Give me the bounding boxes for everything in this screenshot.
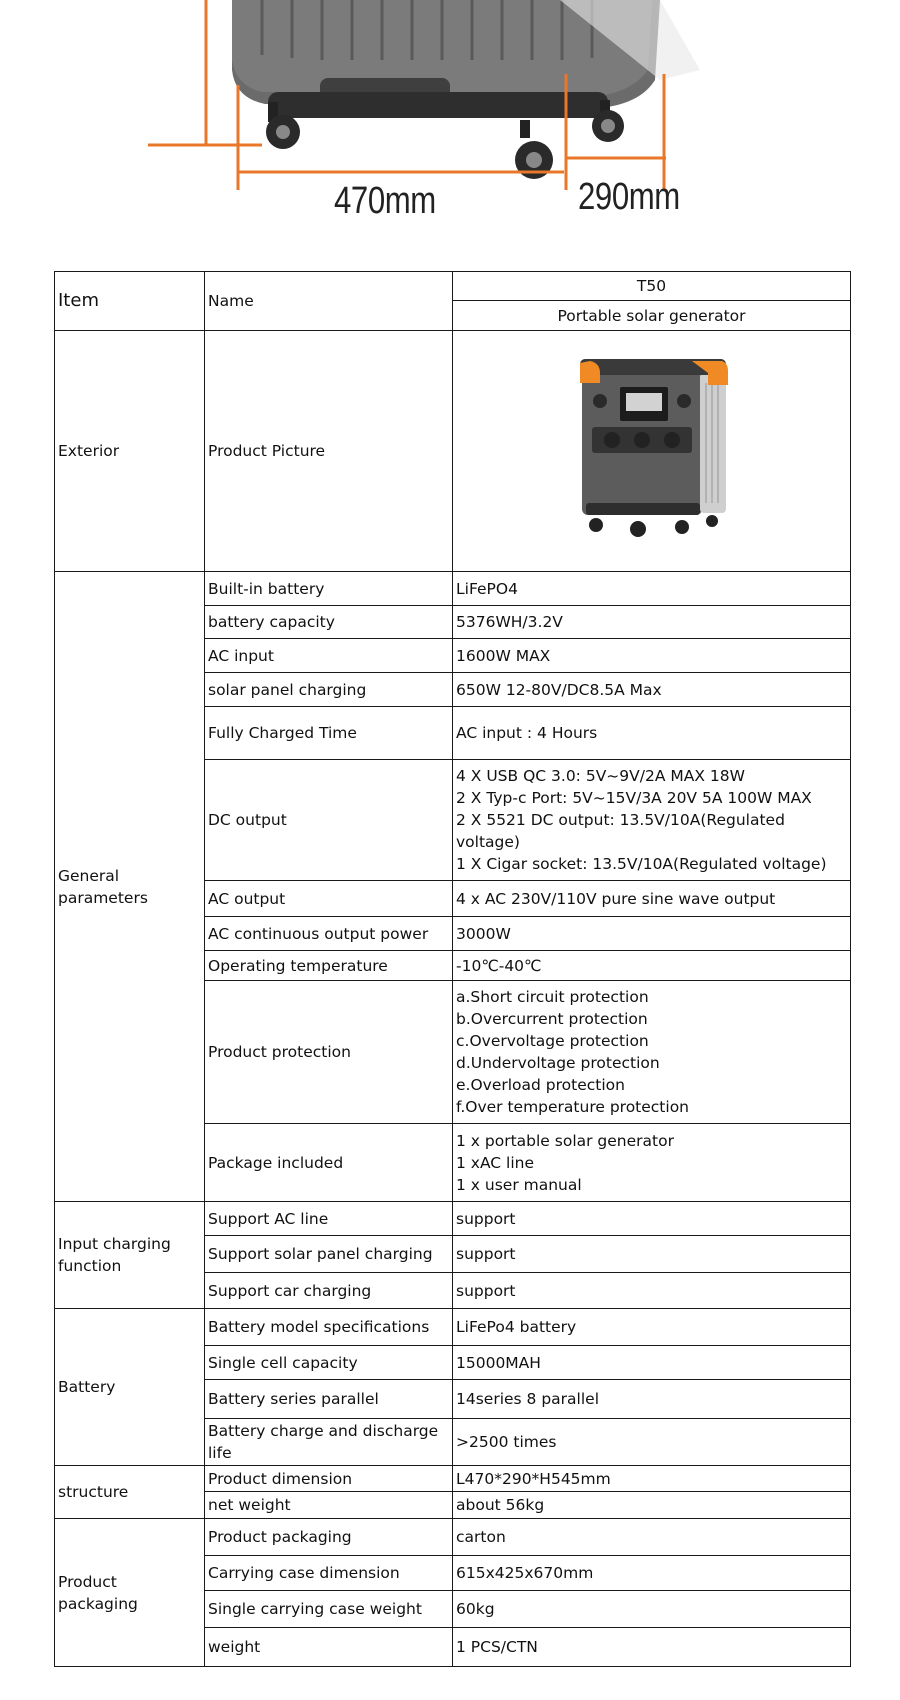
row-value: 1 PCS/CTN <box>453 1628 851 1667</box>
header-product-type: Portable solar generator <box>453 301 851 331</box>
table-row <box>55 1202 851 1236</box>
row-value: LiFePo4 battery <box>453 1309 851 1346</box>
header-item: Item <box>55 272 205 331</box>
header-name: Name <box>205 272 453 331</box>
row-name: Carrying case dimension <box>205 1556 453 1591</box>
row-name: Single carrying case weight <box>205 1591 453 1628</box>
row-name: Support car charging <box>205 1273 453 1309</box>
row-value: >2500 times <box>453 1419 851 1466</box>
row-name: AC input <box>205 639 453 673</box>
header-row <box>55 272 851 301</box>
row-value: support <box>453 1202 851 1236</box>
table-row <box>55 1466 851 1492</box>
row-value: 4 x AC 230V/110V pure sine wave output <box>453 881 851 917</box>
row-name: Product packaging <box>205 1519 453 1556</box>
row-value: AC input : 4 Hours <box>453 707 851 760</box>
row-name: Package included <box>205 1124 453 1202</box>
group-label: Battery <box>55 1309 205 1466</box>
row-name: Support AC line <box>205 1202 453 1236</box>
table-row <box>55 1519 851 1556</box>
row-value: 1 x portable solar generator 1 xAC line 1 x user manual <box>453 1124 851 1202</box>
row-value: carton <box>453 1519 851 1556</box>
row-name: Operating temperature <box>205 951 453 981</box>
row-value: support <box>453 1273 851 1309</box>
row-value: L470*290*H545mm <box>453 1466 851 1492</box>
row-value: 5376WH/3.2V <box>453 606 851 639</box>
row-name: DC output <box>205 760 453 881</box>
row-name: Fully Charged Time <box>205 707 453 760</box>
row-value: support <box>453 1236 851 1273</box>
row-value: -10℃-40℃ <box>453 951 851 981</box>
row-value: 15000MAH <box>453 1346 851 1380</box>
spec-table <box>54 271 851 1667</box>
row-name: battery capacity <box>205 606 453 639</box>
row-name: AC output <box>205 881 453 917</box>
group-label: structure <box>55 1466 205 1519</box>
row-name: Battery model specifications <box>205 1309 453 1346</box>
row-value: 14series 8 parallel <box>453 1380 851 1419</box>
row-name: weight <box>205 1628 453 1667</box>
row-name: Product protection <box>205 981 453 1124</box>
generator-base-drawing <box>0 0 900 250</box>
group-label: Input charging function <box>55 1202 205 1309</box>
row-value: 1600W MAX <box>453 639 851 673</box>
row-name: Built-in battery <box>205 572 453 606</box>
row-name: Battery charge and discharge life <box>205 1419 453 1466</box>
table-row <box>55 572 851 606</box>
group-label: Exterior <box>55 331 205 572</box>
table-row <box>55 331 851 572</box>
row-name: Support solar panel charging <box>205 1236 453 1273</box>
row-value: 650W 12-80V/DC8.5A Max <box>453 673 851 707</box>
row-value: LiFePO4 <box>453 572 851 606</box>
row-value: 4 X USB QC 3.0: 5V~9V/2A MAX 18W 2 X Typ-c Port: 5V~15V/3A 20V 5A 100W MAX 2 X 5521 DC output: 13.5V/10A(Regulated voltage) 1 X Cigar socket: 13.5V/10A(Regulated voltage) <box>453 760 851 881</box>
group-label: General parameters <box>55 572 205 1202</box>
row-name: Single cell capacity <box>205 1346 453 1380</box>
row-name: Battery series parallel <box>205 1380 453 1419</box>
generator-image <box>572 353 732 543</box>
depth-dimension-label: 290mm <box>578 176 680 218</box>
header-model: T50 <box>453 272 851 301</box>
table-row <box>55 1309 851 1346</box>
row-value: 615x425x670mm <box>453 1556 851 1591</box>
row-name: AC continuous output power <box>205 917 453 951</box>
row-value: a.Short circuit protection b.Overcurrent protection c.Overvoltage protection d.Undervoltage protection e.Overload protection f.Over temperature protection <box>453 981 851 1124</box>
row-value: 60kg <box>453 1591 851 1628</box>
row-name: Product Picture <box>205 331 453 572</box>
product-picture <box>453 331 851 572</box>
width-dimension-label: 470mm <box>334 180 436 222</box>
row-value: about 56kg <box>453 1492 851 1519</box>
row-name: solar panel charging <box>205 673 453 707</box>
row-name: net weight <box>205 1492 453 1519</box>
row-name: Product dimension <box>205 1466 453 1492</box>
product-dimension-illustration <box>0 0 900 250</box>
group-label: Product packaging <box>55 1519 205 1667</box>
row-value: 3000W <box>453 917 851 951</box>
